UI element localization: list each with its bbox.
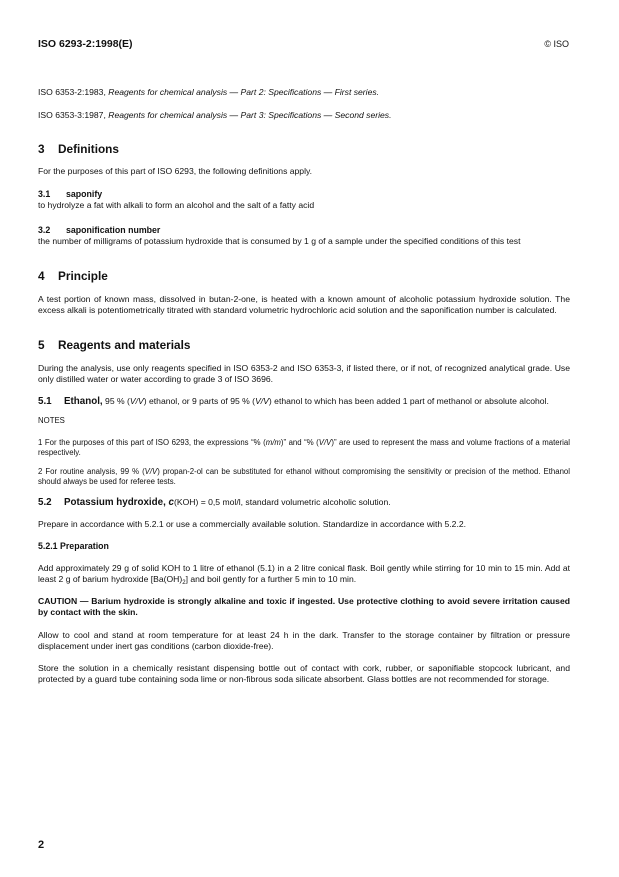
storage-paragraph: Store the solution in a chemically resistant dispensing bottle out of contact with cork, rubber, or saponifiable stopcock lubricant, and protected by a guard tube containing soda lime or non-fibrous soda silicate absorbent. Glass bottles are not recommended for storage. bbox=[38, 662, 570, 684]
definition-term: 3.2 saponification number bbox=[38, 224, 161, 235]
definition-text: the number of milligrams of potassium hydroxide that is consumed by 1 g of a sample under the specified conditions of this test bbox=[38, 235, 521, 246]
page-body bbox=[38, 87, 570, 685]
caution-text: CAUTION — Barium hydroxide is strongly alkaline and toxic if ingested. Use protective clothing to avoid severe irritation caused by contact with the skin. bbox=[38, 596, 570, 618]
note-item: 2 For routine analysis, 99 % (V/V) propan-2-ol can be substituted for ethanol without compromising the sensitivity or precision of the method. Ethanol should always be used for referee tests. bbox=[38, 466, 570, 486]
cooling-paragraph: Allow to cool and stand at room temperature for at least 24 h in the dark. Transfer to the storage container by filtration or pressure displacement under inert gas conditions (carbon dioxide-free). bbox=[38, 629, 570, 651]
section-heading-reagents: 5 Reagents and materials bbox=[38, 338, 191, 353]
principle-text: A test portion of known mass, dissolved in butan-2-one, is heated with a known amount of alcoholic potassium hydroxide solution. The excess alkali is potentiometrically titrated with standard volumetric hydrochloric acid solution and the saponification number is calculated. bbox=[38, 293, 570, 315]
notes-label: NOTES bbox=[38, 416, 65, 426]
section-heading-definitions: 3 Definitions bbox=[38, 142, 119, 157]
reagents-intro: During the analysis, use only reagents specified in ISO 6353-2 and ISO 6353-3, if listed there, or if not, of recognized analytical grade. Use only distilled water or water according to grade 3 of ISO 3696. bbox=[38, 363, 570, 385]
preparation-heading: 5.2.1 Preparation bbox=[38, 541, 109, 552]
document-id: ISO 6293-2:1998(E) bbox=[38, 38, 133, 50]
preparation-paragraph: Add approximately 29 g of solid KOH to 1 litre of ethanol (5.1) in a 2 litre conical flask. Boil gently while stirring for 10 min to 15 min. Add at least 2 g of barium hydroxide $[Ba(OH)_2]$ and boil gently for a further 5 min to 10 min. bbox=[38, 563, 570, 587]
potassium-hydroxide-paragraph: 5.2 Potassium hydroxide, c(KOH) = 0,5 mol/l, standard volumetric alcoholic solution. bbox=[38, 496, 391, 508]
definition-text: to hydrolyze a fat with alkali to form an alcohol and the salt of a fatty acid bbox=[38, 200, 315, 211]
page-number: 2 bbox=[38, 839, 45, 851]
copyright-notice: © ISO bbox=[544, 39, 569, 49]
note-item: 1 For the purposes of this part of ISO 6293, the expressions “% (m/m)” and “% (V/V)” are used to represent the mass and volume fractions of a material respectively. bbox=[38, 437, 570, 457]
reference-item: ISO 6353-2:1983, Reagents for chemical analysis — Part 2: Specifications — First series. bbox=[38, 87, 380, 97]
definitions-intro: For the purposes of this part of ISO 6293, the following definitions apply. bbox=[38, 166, 313, 177]
definition-term: 3.1 saponify bbox=[38, 189, 103, 200]
section-heading-principle: 4 Principle bbox=[38, 268, 108, 283]
ethanol-paragraph: 5.1 Ethanol, 95 % (V/V) ethanol, or 9 parts of 95 % (V/V) ethanol to which has been added 1 part of methanol or absolute alcohol. bbox=[38, 396, 549, 408]
prepare-paragraph: Prepare in accordance with 5.2.1 or use a commercially available solution. Standardize in accordance with 5.2.2. bbox=[38, 518, 467, 529]
reference-item: ISO 6353-3:1987, Reagents for chemical analysis — Part 3: Specifications — Second series. bbox=[38, 110, 392, 121]
